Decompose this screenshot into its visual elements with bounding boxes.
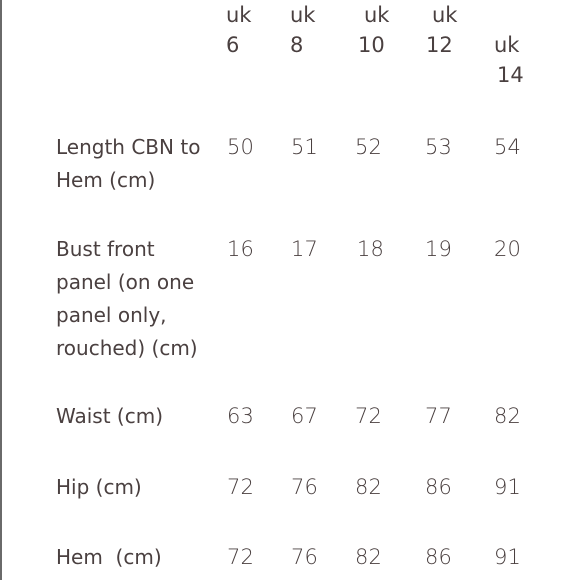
column-header-line1: uk xyxy=(432,3,458,27)
row-label-hem xyxy=(56,541,162,574)
column-header-line1: uk xyxy=(364,3,390,27)
cell-bust-uk14: 20 xyxy=(494,237,522,261)
row-label-length xyxy=(56,131,200,197)
column-header-uk-6 xyxy=(226,0,251,60)
cell-hem-uk12: 86 xyxy=(425,545,453,569)
cell-length-uk6: 50 xyxy=(227,135,255,159)
cell-hip-uk12: 86 xyxy=(425,475,453,499)
row-label-line: rouched) (cm) xyxy=(56,336,198,360)
column-header-line2: 8 xyxy=(290,33,304,57)
cell-hip-uk6: 72 xyxy=(227,475,255,499)
cell-hem-uk10: 82 xyxy=(355,545,383,569)
cell-length-uk8: 51 xyxy=(291,135,319,159)
column-header-line2: 14 xyxy=(497,63,524,87)
row-label-line: Hem (cm) xyxy=(56,168,156,192)
cell-hem-uk14: 91 xyxy=(494,545,522,569)
row-label-hip xyxy=(56,471,142,504)
row-label-line: Length CBN to xyxy=(56,135,201,159)
cell-bust-uk12: 19 xyxy=(425,237,453,261)
cell-hip-uk10: 82 xyxy=(355,475,383,499)
row-label-line: Bust front xyxy=(56,237,155,261)
row-label-bust xyxy=(56,233,198,365)
row-label-line: Waist (cm) xyxy=(56,404,164,428)
column-header-line2: 10 xyxy=(358,33,385,57)
row-label-line: Hip (cm) xyxy=(56,475,142,499)
cell-bust-uk10: 18 xyxy=(357,237,385,261)
column-header-uk-8 xyxy=(290,0,315,60)
column-header-line2: 12 xyxy=(426,33,453,57)
cell-length-uk12: 53 xyxy=(425,135,453,159)
row-label-line: panel only, xyxy=(56,303,167,327)
column-header-line1: uk xyxy=(226,3,252,27)
column-header-uk-12 xyxy=(426,0,458,60)
cell-waist-uk10: 72 xyxy=(355,404,383,428)
left-border-line xyxy=(0,0,2,580)
cell-bust-uk8: 17 xyxy=(291,237,319,261)
column-header-line1: uk xyxy=(290,3,316,27)
cell-hem-uk8: 76 xyxy=(291,545,319,569)
cell-hip-uk8: 76 xyxy=(291,475,319,499)
column-header-uk-14 xyxy=(494,30,524,90)
column-header-line2: 6 xyxy=(226,33,240,57)
cell-waist-uk6: 63 xyxy=(227,404,255,428)
cell-length-uk14: 54 xyxy=(494,135,522,159)
column-header-uk-10 xyxy=(358,0,390,60)
cell-length-uk10: 52 xyxy=(355,135,383,159)
cell-waist-uk12: 77 xyxy=(425,404,453,428)
row-label-line: Hem (cm) xyxy=(56,545,162,569)
row-label-waist xyxy=(56,400,163,433)
cell-bust-uk6: 16 xyxy=(227,237,255,261)
cell-hem-uk6: 72 xyxy=(227,545,255,569)
row-label-line: panel (on one xyxy=(56,270,195,294)
cell-waist-uk8: 67 xyxy=(291,404,319,428)
cell-waist-uk14: 82 xyxy=(494,404,522,428)
cell-hip-uk14: 91 xyxy=(494,475,522,499)
column-header-line1: uk xyxy=(494,33,520,57)
